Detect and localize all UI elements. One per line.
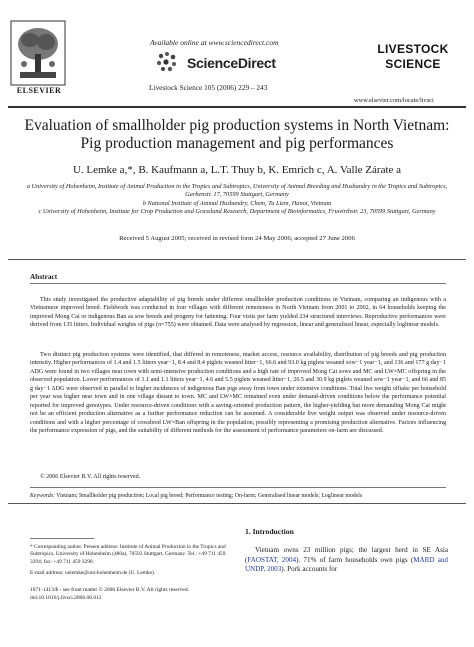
affiliation-a: a University of Hohenheim, Institute of Animal Production in the Tropics and Subtropics, University of Animal Breeding and Husbandry in the Tropics and Subtropics, Garbenstr. 17, 70599 Stuttgart, Germany [26,183,448,199]
issn-block [30,587,460,602]
intro-text-c: ). Pork accounts for [281,565,338,574]
introduction-heading: 1. Introduction [245,527,294,536]
abstract-paragraph-1: This study investigated the productive adaptability of pig breeds under different smallholder production conditions in Vietnam, comparing an indigenous with a Vietnamese improved breed. Fieldwork was conducted in four villages with different remoteness in North Vietnam from 2001 to 2002, in 64 households keeping the improved Mong Cai or indigenous Ban as sow breeds and progeny for fattening. Four visits per farm yielded 234 structured interviews. Reproductive performances were derived from 135 litters. Individual weights of pigs (n=755) were obtained. Data were analysed by regression, linear and generalised linear, especially loglinear models. [30,297,446,329]
intro-text-a: Vietnam owns 23 million pigs; the largest herd in SE Asia ( [245,546,448,564]
abstract-divider [30,283,446,284]
intro-text-b: ). 71% of farm households own pigs ( [296,555,414,564]
citation-mard-link[interactable]: MARD and UNDP, 2003 [245,555,448,574]
abstract-end-divider [8,503,466,504]
header-divider [8,106,466,108]
issn-line: 1871-1413/$ - see front matter © 2006 Elsevier B.V. All rights reserved. [30,587,189,593]
sciencedirect-icon [155,51,179,73]
availability-line: Available online at www.sciencedirect.com [150,38,279,47]
sciencedirect-label: ScienceDirect [187,55,276,71]
introduction-text [245,546,448,575]
journal-header [0,0,474,102]
author-email[interactable]: E-mail address: uelemke@uni-hohenheim.de (U. Lemke). [30,570,156,576]
doi-line[interactable]: doi:10.1016/j.livsci.2006.06.012 [30,594,102,601]
title-divider [8,259,466,260]
affiliation-b: b National Institute of Animal Husbandry, Chem, Tu Liem, Hanoi, Vietnam [142,200,332,207]
keywords-list: Vietnam; Smallholder pig production; Local pig breed; Performance testing; On-farm; Generalised linear models; Loglinear models [56,493,363,499]
journal-reference: Livestock Science 105 (2006) 229 – 243 [149,83,268,92]
keywords-divider [30,487,446,488]
elsevier-label: ELSEVIER [16,86,62,95]
citation-faostat-link[interactable]: FAOSTAT, 2004 [247,555,297,564]
received-dates: Received 5 August 2005; received in revised form 24 May 2006; accepted 27 June 2006 [119,235,355,242]
journal-logo-line2: SCIENCE [385,57,441,71]
abstract-paragraph-2: Two distinct pig production systems were identified, that differed in remoteness, market access, resource availability, distribution of pig breeds and pig production intensity. Higher performances of 1.4 and 1.5 litters year−1, 8.4 and 8.4 piglets weaned litter−1, 66.6 and 93.0 kg piglets weaned sow−1 year−1, and 136 and 177 g day−1 ADG were found in two villages near town with semi-intensive production conditions and a high rate of improved Mong Cai sows and MC and LW×MC offspring in the observed population. Lower performances of 1.1 and 1.1 litters year−1, 4.6 and 5.5 piglets weaned litter−1, 20.5 and 30.9 kg piglets weaned sow−1 year−1, and 66 and 85 g day−1 ADG were observed in parallel to higher incidences of indigenous Ban pigs away from town under extensive conditions. Total live weight offtake per household per year was higher near town and in one village distant to town. MC and LW×MC remained even under demand-driven conditions below the performance potential reported for improved genotypes. Under resource-driven conditions with a saving-oriented production pattern, the higher-yielding but more demanding Mong Cai might not be an efficient production alternative as a further performance reduction can be assumed. A considerable live weight output was observed under resource-driven conditions and with a higher percentage of crossbred LW×Ban offspring in the population, possibly representing a promising production alternative. Factors influencing the performance expression of pigs, and the suitability of different methods for the assessment of performance parameters on-farm are discussed. [30,352,446,435]
keywords-line [30,492,446,500]
affiliation-c: c University of Hohenheim, Institute for Crop Production and Grassland Research, Department of Bioinformatics, Fruwirthstr. 23, 70599 Stuttgart, Germany [38,208,436,215]
journal-url[interactable]: www.elsevier.com/locate/livsci [354,97,434,104]
elsevier-tree-logo [10,20,66,86]
journal-logo-line1: LIVESTOCK [377,42,449,56]
footnote-divider [30,538,94,539]
keywords-label: Keywords: [30,493,55,499]
copyright-line: © 2006 Elsevier B.V. All rights reserved. [40,474,141,480]
corresponding-author-footnote: * Corresponding author. Present address: Institute of Animal Production in the Tropics and Subtropics, University of Hohenheim (480a), 70593 Stuttgart, Germany. Tel.: +49 711 459 3294; fax: +49 711 459 3290. [30,544,226,565]
author-list: U. Lemke a,*, B. Kaufmann a, L.T. Thuy b, K. Emrich c, A. Valle Zárate a [72,164,402,176]
article-title: Evaluation of smallholder pig production systems in North Vietnam: Pig production management and pig performances [24,117,450,152]
livestock-science-logo [368,40,458,88]
abstract-heading: Abstract [30,272,58,281]
